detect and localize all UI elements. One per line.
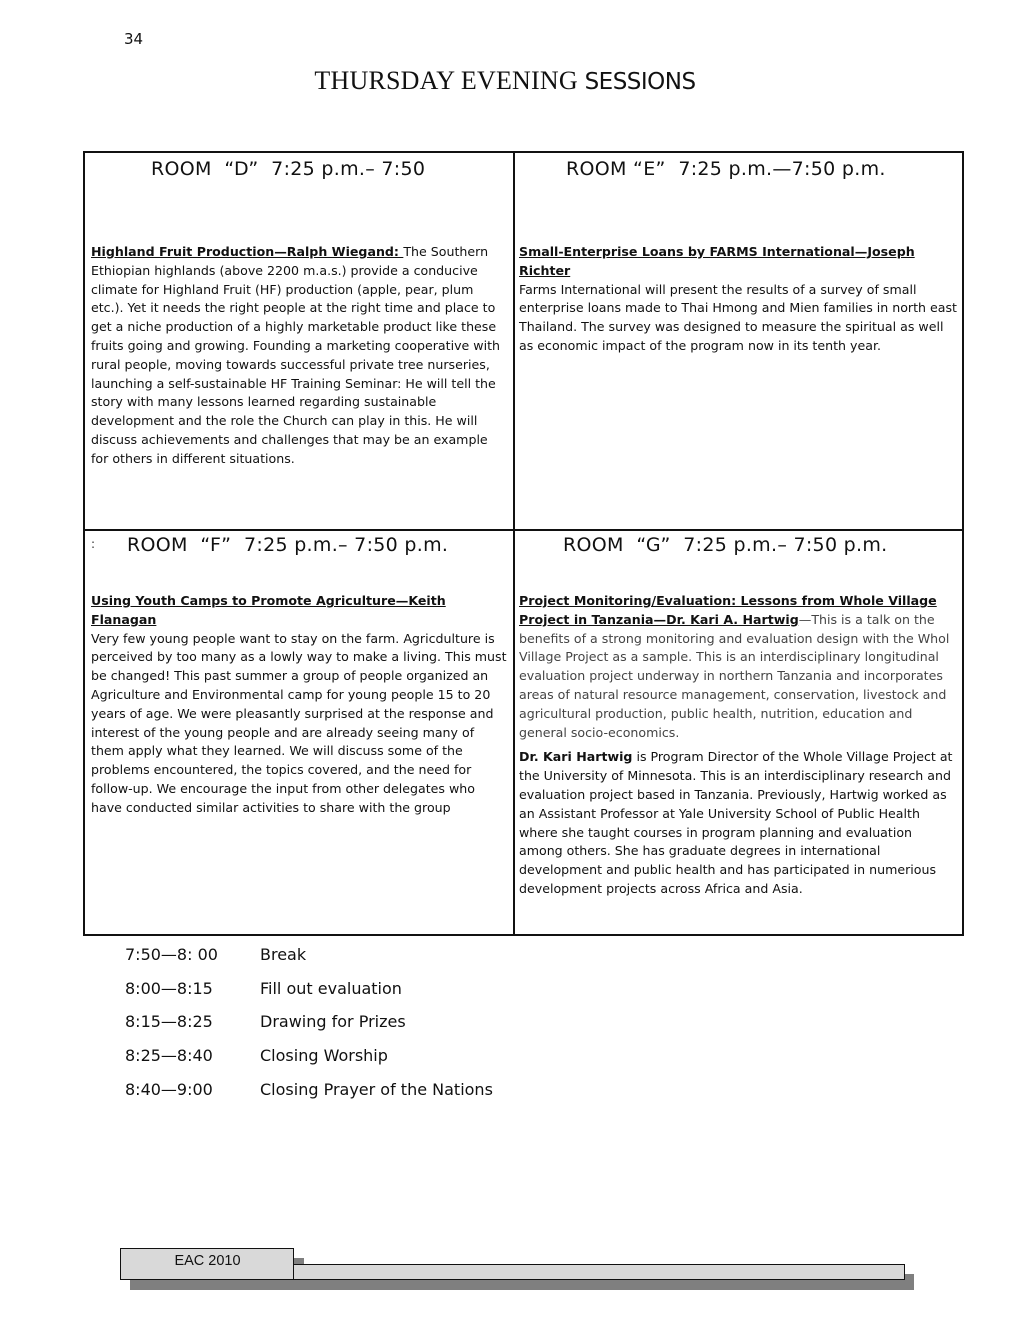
sessions-table bbox=[83, 151, 964, 936]
room-f-session-title: Using Youth Camps to Promote Agriculture—Keith Flanagan bbox=[91, 593, 446, 627]
room-e-header: ROOM “E” 7:25 p.m.—7:50 p.m. bbox=[566, 158, 886, 180]
schedule-row bbox=[125, 1039, 493, 1073]
closing-schedule bbox=[125, 938, 493, 1106]
page-title-part2: SESSIONS bbox=[584, 69, 696, 95]
schedule-event: Break bbox=[260, 945, 307, 965]
schedule-event: Closing Worship bbox=[260, 1046, 388, 1066]
schedule-row bbox=[125, 1072, 493, 1106]
schedule-time: 7:50—8: 00 bbox=[125, 945, 218, 965]
room-d-session bbox=[91, 243, 507, 469]
room-d-session-title: Highland Fruit Production—Ralph Wiegand: bbox=[91, 244, 404, 259]
room-e-session-title: Small-Enterprise Loans by FARMS International—Joseph Richter bbox=[519, 244, 915, 278]
schedule-time: 8:15—8:25 bbox=[125, 1012, 213, 1032]
schedule-event: Drawing for Prizes bbox=[260, 1012, 406, 1032]
room-g-speaker-bio: is Program Director of the Whole Village Project at the University of Minnesota. This is an interdisciplinary research and evaluation project based in Tanzania. Previously, Hartwig worked as an Assistant Professor at Yale University School of Public Health where she taught courses in program planning and evaluation among others. She has graduate degrees in international development and public health and has participated in numerious development projects across Africa and Asia. bbox=[519, 749, 953, 896]
schedule-row bbox=[125, 1005, 493, 1039]
room-f-session bbox=[91, 592, 509, 818]
room-g-header: ROOM “G” 7:25 p.m.– 7:50 p.m. bbox=[563, 534, 888, 556]
room-e-session bbox=[519, 243, 959, 356]
schedule-time: 8:00—8:15 bbox=[125, 978, 213, 998]
schedule-event: Closing Prayer of the Nations bbox=[260, 1079, 493, 1099]
schedule-time: 8:40—9:00 bbox=[125, 1079, 213, 1099]
row-divider bbox=[85, 529, 962, 531]
column-divider bbox=[513, 153, 515, 934]
schedule-row bbox=[125, 972, 493, 1006]
room-f-session-description: Very few young people want to stay on the farm. Agricdulture is perceived by too many as a lowly way to make a living. This must be changed! This past summer a group of people organized an Agriculture and Environmental camp for young people 15 to 20 years of age. We were pleasantly surprised at the response and interest of the young people and are already seeing many of them apply what they learned. We will discuss some of the problems encountered, the topics covered, and the need for follow-up. We encourage the input from other delegates who have conducted similar activities to share with the group bbox=[91, 630, 507, 815]
room-g-session bbox=[519, 592, 959, 899]
schedule-time: 8:25—8:40 bbox=[125, 1046, 213, 1066]
footer-label: EAC 2010 bbox=[174, 1253, 241, 1269]
room-f-header: ROOM “F” 7:25 p.m.– 7:50 p.m. bbox=[127, 534, 449, 556]
schedule-event: Fill out evaluation bbox=[260, 978, 402, 998]
page-title-part1: THURSDAY EVENING bbox=[314, 66, 585, 95]
page-number: 34 bbox=[124, 30, 144, 48]
page-title bbox=[0, 66, 1010, 96]
room-e-session-description: Farms International will present the results of a survey of small enterprise loans made to Thai Hmong and Mien families in north east Thailand. The survey was designed to measure the spiritual as well as economic impact of the program now in its tenth year. bbox=[519, 281, 957, 353]
room-f-marker: : bbox=[91, 537, 96, 551]
room-g-speaker-name: Dr. Kari Hartwig bbox=[519, 749, 633, 765]
room-d-header: ROOM “D” 7:25 p.m.– 7:50 bbox=[151, 158, 426, 180]
room-d-session-description: The Southern Ethiopian highlands (above 2200 m.a.s.) provide a conducive climate for Highland Fruit (HF) production (apple, pear, plum etc.). Yet it needs the right people at the right time and place to get a niche production of a highly marketable product like these fruits going and growing. Founding a marketing cooperative with rural people, moving towards successful private tree nurseries, launching a self-sustainable HF Training Seminar: He will tell the story with many lessons learned regarding sustainable development and the role the Church can play in this. He will discuss achievements and challenges that may be an example for others in different situations. bbox=[91, 244, 501, 466]
room-g-session-title: Project Monitoring/Evaluation: Lessons from Whole Village Project in Tanzania—Dr. Kari A. Hartwig bbox=[519, 593, 937, 627]
schedule-row bbox=[125, 938, 493, 972]
room-g-session-description: —This is a talk on the benefits of a strong monitoring and evaluation design with the Whol Village Project as a sample. This is an interdisciplinary longitudinal evaluation project underway in northern Tanzania and incorporates areas of natural resource management, conservation, livestock and agricultural production, public health, nutrition, education and general socio-economics. bbox=[519, 611, 950, 740]
